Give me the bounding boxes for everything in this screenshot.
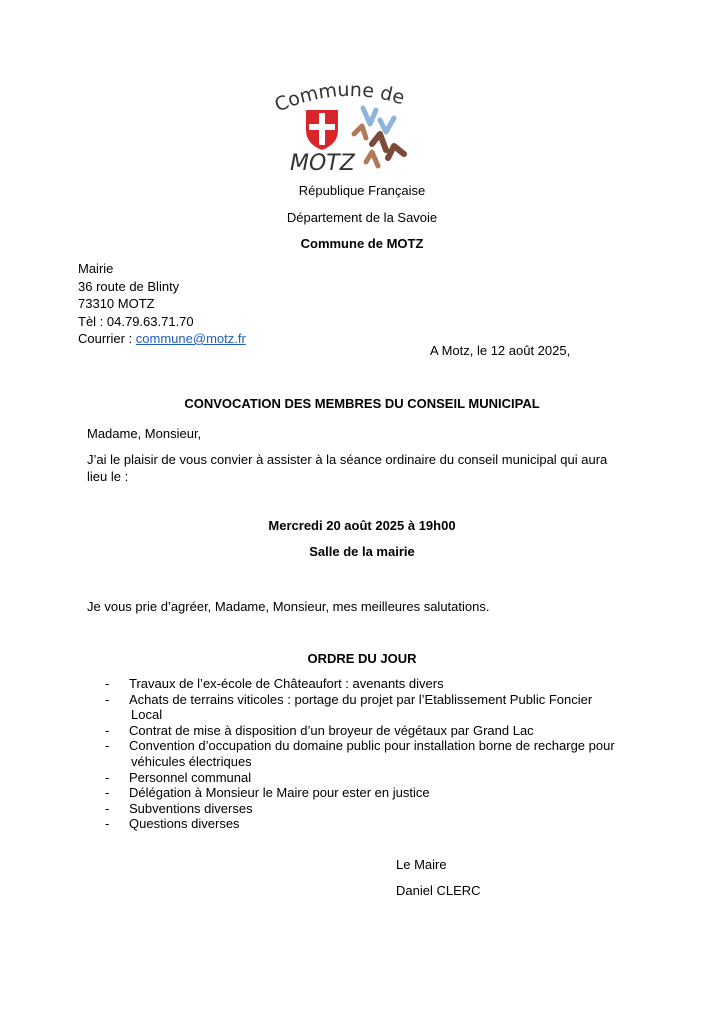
agenda-bullet: - <box>105 816 110 832</box>
agenda-item <box>105 738 639 769</box>
agenda-item-text-cont: véhicules électriques <box>131 753 252 769</box>
agenda-item-text: Subventions diverses <box>129 800 253 816</box>
agenda-bullet: - <box>105 738 110 754</box>
meeting-date: Mercredi 20 août 2025 à 19h00 <box>268 518 456 533</box>
agenda-bullet: - <box>105 785 110 801</box>
logo-title-text: Commune de <box>271 80 408 117</box>
intro-line-1: J’ai le plaisir de vous convier à assister à la séance ordinaire du conseil municipal qui aura <box>87 452 608 467</box>
stylized-arrows-icon <box>354 108 404 166</box>
agenda-item <box>105 770 639 786</box>
commune-logo-graphic <box>270 80 420 180</box>
salutation: Madame, Monsieur, <box>87 426 202 441</box>
agenda-bullet: - <box>105 676 110 691</box>
intro-paragraph <box>87 451 607 485</box>
agenda-item-text: Personnel communal <box>129 769 252 785</box>
signature-role: Le Maire <box>396 857 447 872</box>
meeting-place: Salle de la mairie <box>309 544 415 559</box>
agenda-item <box>105 723 639 739</box>
address-street: 36 route de Blinty <box>78 278 180 294</box>
header-commune: Commune de MOTZ <box>300 236 424 251</box>
intro-line-2: lieu le : <box>87 469 129 484</box>
letter-date: A Motz, le 12 août 2025, <box>430 343 571 358</box>
agenda-item-text: Convention d’occupation du domaine public pour installation borne de recharge pour <box>129 738 615 754</box>
agenda-item <box>105 801 639 817</box>
agenda-item-text: Délégation à Monsieur le Maire pour ester en justice <box>129 785 430 801</box>
agenda-bullet: - <box>105 691 110 707</box>
address-city: 73310 MOTZ <box>78 296 155 311</box>
agenda-item <box>105 816 639 832</box>
agenda-bullet: - <box>105 769 110 785</box>
agenda-item-text: Contrat de mise à disposition d’un broyeur de végétaux par Grand Lac <box>129 722 534 738</box>
agenda-item-text: Achats de terrains viticoles : portage du projet par l’Etablissement Public Foncier <box>129 691 593 707</box>
header-republique: République Française <box>298 183 426 198</box>
agenda-item-text: Travaux de l’ex-école de Châteaufort : avenants divers <box>129 676 444 691</box>
logo-motz-text: MOTZ <box>290 151 355 176</box>
agenda-item <box>105 692 639 723</box>
sender-address <box>78 260 246 348</box>
email-link[interactable]: commune@motz.fr <box>135 331 246 346</box>
agenda-item <box>105 785 639 801</box>
address-phone: Tèl : 04.79.63.71.70 <box>78 313 194 329</box>
commune-logo <box>270 80 420 180</box>
agenda-bullet: - <box>105 722 110 738</box>
signature-name: Daniel CLERC <box>396 883 481 898</box>
agenda-item <box>105 676 639 692</box>
agenda-heading: ORDRE DU JOUR <box>307 651 417 666</box>
header-departement: Département de la Savoie <box>286 210 438 225</box>
agenda-bullet: - <box>105 800 110 816</box>
address-email-line <box>78 330 246 348</box>
address-name: Mairie <box>78 261 114 276</box>
savoie-shield-icon <box>306 110 338 150</box>
letter-title: CONVOCATION DES MEMBRES DU CONSEIL MUNICIPAL <box>184 396 540 411</box>
closing-formula: Je vous prie d’agréer, Madame, Monsieur, mes meilleures salutations. <box>87 599 490 614</box>
agenda-list <box>105 676 639 832</box>
agenda-item-text-cont: Local <box>131 707 163 723</box>
agenda-item-text: Questions diverses <box>129 816 240 832</box>
address-email-label: Courrier : <box>78 331 136 346</box>
